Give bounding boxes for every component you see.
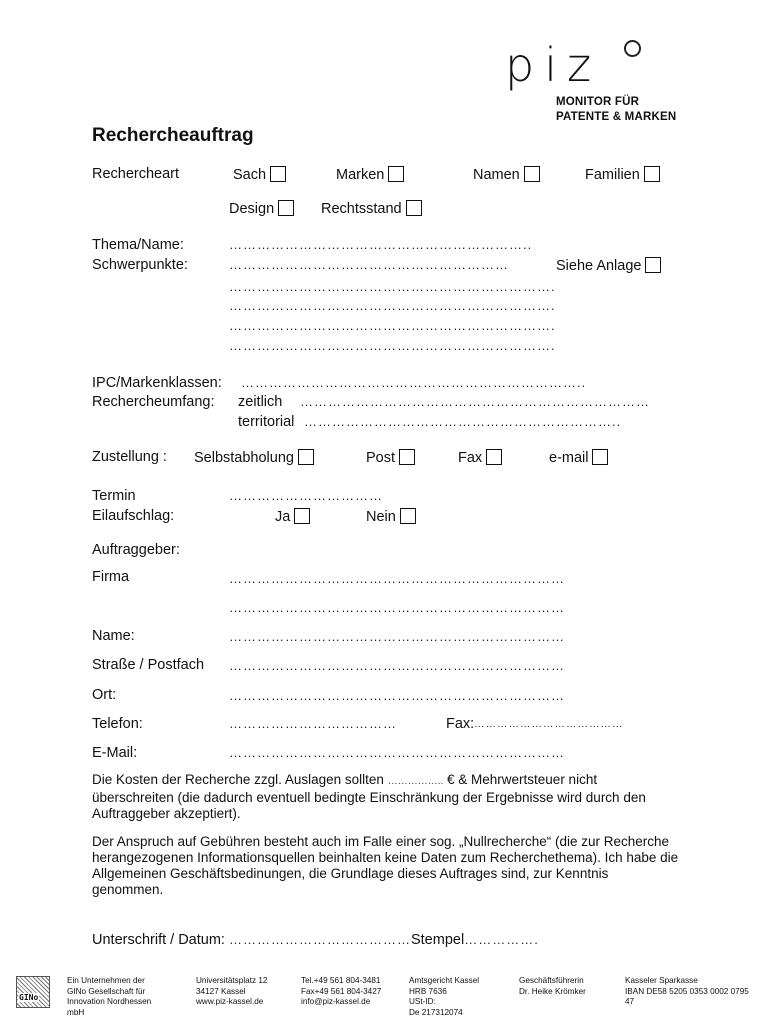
footer-line: 34127 Kassel: [196, 986, 246, 996]
familien-checkbox[interactable]: [644, 166, 660, 182]
schwerpunkte-field[interactable]: ……………………………………………………: [229, 257, 509, 272]
kosten-text-b: € & Mehrwertsteuer nicht überschreiten (die dadurch eventuell bedingte Einschränkung der Ergebnisse wird durch den Auftraggeber akzeptiert).: [92, 772, 646, 821]
piz-logo: [505, 38, 601, 92]
footer-col-register: [409, 976, 509, 1018]
email-checkbox[interactable]: [592, 449, 608, 465]
stempel-field[interactable]: …………….: [464, 932, 539, 947]
zustellung-label: Zustellung :: [92, 449, 167, 465]
nein-label: Nein: [366, 509, 396, 525]
option-design-label: Design: [229, 201, 275, 217]
ja-label: Ja: [275, 509, 291, 525]
footer-line: GINo Gesellschaft für: [67, 986, 146, 996]
footer-col-contact: [301, 976, 401, 1008]
post-checkbox[interactable]: [399, 449, 415, 465]
zeitlich-label: zeitlich: [238, 394, 283, 410]
footer-col-company: [67, 976, 187, 1018]
logo-sub-line1: MONITOR FÜR: [556, 96, 640, 108]
firma-label: Firma: [92, 569, 130, 585]
namen-checkbox[interactable]: [524, 166, 540, 182]
footer-line[interactable]: info@piz-kassel.de: [301, 997, 371, 1006]
footer-line: 47: [625, 997, 635, 1006]
footer-col-bank: [625, 976, 765, 1008]
footer-line[interactable]: www.piz-kassel.de: [196, 997, 264, 1006]
option-marken-label: Marken: [336, 167, 385, 183]
option-fax[interactable]: [458, 449, 502, 466]
kosten-paragraph: [92, 772, 682, 822]
siehe-anlage-label: Siehe Anlage: [556, 258, 642, 274]
zeitlich-field[interactable]: …………………………………………………………………: [300, 394, 650, 409]
gino-logo: [16, 976, 50, 1008]
option-post[interactable]: [366, 449, 415, 466]
footer-line: Fax+49 561 804-3427: [301, 986, 382, 996]
footer-line: Kasseler Sparkasse: [625, 976, 698, 985]
email-option-label: e-mail: [549, 450, 589, 466]
footer-line: IBAN DE58 5205 0353 0002 0795: [625, 986, 749, 996]
signature-field[interactable]: …………………………………: [228, 932, 411, 947]
option-namen-label: Namen: [473, 167, 520, 183]
eilaufschlag-label: Eilaufschlag:: [92, 508, 175, 524]
sach-checkbox[interactable]: [270, 166, 286, 182]
name-field[interactable]: ………………………………………………………………: [229, 629, 565, 644]
option-familien-label: Familien: [585, 167, 640, 183]
footer-line: mbH: [67, 1007, 85, 1017]
anspruch-paragraph: Der Anspruch auf Gebühren besteht auch im Falle einer sog. „Nullrecherche“ (die zur Recherche herangezogenen Informationsquellen beinhalten keine Daten zum Recherchethema). Ich habe die Allgemeinen Geschäftsbedinungen, die Grundlage dieses Auftrages sind, zur Kenntnis genommen.: [92, 834, 679, 897]
footer-line: De 217312074: [409, 1007, 463, 1017]
fax-checkbox[interactable]: [486, 449, 502, 465]
signature-row: [92, 932, 539, 948]
footer-line: Ein Unternehmen der: [67, 976, 145, 985]
auftraggeber-heading: Auftraggeber:: [92, 542, 180, 558]
email-label: E-Mail:: [92, 745, 138, 761]
footer-line: HRB 7636: [409, 986, 447, 996]
kosten-amount-field[interactable]: ……………..: [387, 776, 444, 787]
option-marken[interactable]: [336, 166, 404, 183]
ja-checkbox[interactable]: [294, 508, 310, 524]
footer-line: Tel.+49 561 804-3481: [301, 976, 381, 985]
schwerpunkte-line-5[interactable]: …………………………………………………………….: [229, 338, 556, 353]
footer-line: Geschäftsführerin: [519, 976, 584, 985]
rechtsstand-checkbox[interactable]: [406, 200, 422, 216]
strasse-field[interactable]: ………………………………………………………………: [229, 658, 565, 673]
stempel-label: Stempel: [410, 932, 465, 948]
firma-field-2[interactable]: ………………………………………………………………: [229, 600, 565, 615]
option-sach[interactable]: [233, 166, 286, 183]
design-checkbox[interactable]: [278, 200, 294, 216]
selbstabholung-label: Selbstabholung: [194, 450, 294, 466]
siehe-anlage-checkbox[interactable]: [645, 257, 661, 273]
option-sach-label: Sach: [233, 167, 267, 183]
logo-brand: piz: [505, 38, 602, 92]
termin-label: Termin: [92, 488, 136, 504]
option-selbstabholung[interactable]: [194, 449, 314, 466]
rechercheumfang-label: Rechercheumfang:: [92, 394, 215, 410]
footer-line: Dr. Heike Krömker: [519, 986, 586, 996]
firma-field[interactable]: ………………………………………………………………: [229, 571, 565, 586]
footer-line: Universitätsplatz 12: [196, 976, 268, 985]
footer-line: USt-ID:: [409, 997, 436, 1006]
gino-logo-text: GINo: [19, 993, 39, 1002]
name-label: Name:: [92, 628, 135, 644]
schwerpunkte-line-2[interactable]: …………………………………………………………….: [229, 279, 556, 294]
ort-label: Ort:: [92, 687, 117, 703]
footer-line: Amtsgericht Kassel: [409, 976, 480, 985]
ipc-field[interactable]: ………………………………………………………………..: [241, 375, 587, 390]
option-rechtsstand-label: Rechtsstand: [321, 201, 402, 217]
fax-field[interactable]: …………………………………: [474, 718, 624, 730]
telefon-field[interactable]: ………………………………: [229, 716, 397, 731]
option-namen[interactable]: [473, 166, 540, 183]
option-email[interactable]: [549, 449, 608, 466]
signature-label: Unterschrift / Datum:: [92, 932, 225, 948]
footer-line: Innovation Nordhessen: [67, 997, 152, 1006]
fax-label: Fax:: [446, 716, 475, 732]
thema-field[interactable]: ………………………………………………………..: [229, 237, 533, 252]
schwerpunkte-line-3[interactable]: …………………………………………………………….: [229, 298, 556, 313]
territorial-field[interactable]: …………………………………………………………..: [304, 414, 622, 429]
fax-option-label: Fax: [458, 450, 483, 466]
option-familien[interactable]: [585, 166, 660, 183]
marken-checkbox[interactable]: [388, 166, 404, 182]
option-ja[interactable]: [275, 508, 310, 525]
strasse-label: Straße / Postfach: [92, 657, 205, 673]
ipc-label: IPC/Markenklassen:: [92, 375, 222, 391]
termin-field[interactable]: ……………………………: [229, 488, 383, 503]
logo-sub-line2: PATENTE & MARKEN: [556, 111, 677, 123]
option-rechtsstand[interactable]: [321, 200, 422, 217]
post-label: Post: [366, 450, 396, 466]
footer-col-management: [519, 976, 614, 997]
siehe-anlage-option[interactable]: [556, 257, 661, 274]
telefon-label: Telefon:: [92, 716, 143, 732]
rechercheart-label: Rechercheart: [92, 166, 180, 182]
option-nein[interactable]: [366, 508, 416, 525]
schwerpunkte-label: Schwerpunkte:: [92, 257, 188, 273]
footer-col-address: [196, 976, 296, 1008]
page-title: Rechercheauftrag: [92, 125, 254, 146]
thema-label: Thema/Name:: [92, 237, 184, 253]
selbstabholung-checkbox[interactable]: [298, 449, 314, 465]
kosten-text-a: Die Kosten der Recherche zzgl. Auslagen sollten: [92, 772, 384, 787]
territorial-label: territorial: [238, 414, 295, 430]
email-field[interactable]: ………………………………………………………………: [229, 745, 565, 760]
logo-subtitle: [556, 95, 676, 125]
logo-ring: [624, 40, 641, 57]
option-design[interactable]: [229, 200, 294, 217]
nein-checkbox[interactable]: [400, 508, 416, 524]
schwerpunkte-line-4[interactable]: …………………………………………………………….: [229, 318, 556, 333]
ort-field[interactable]: ………………………………………………………………: [229, 688, 565, 703]
